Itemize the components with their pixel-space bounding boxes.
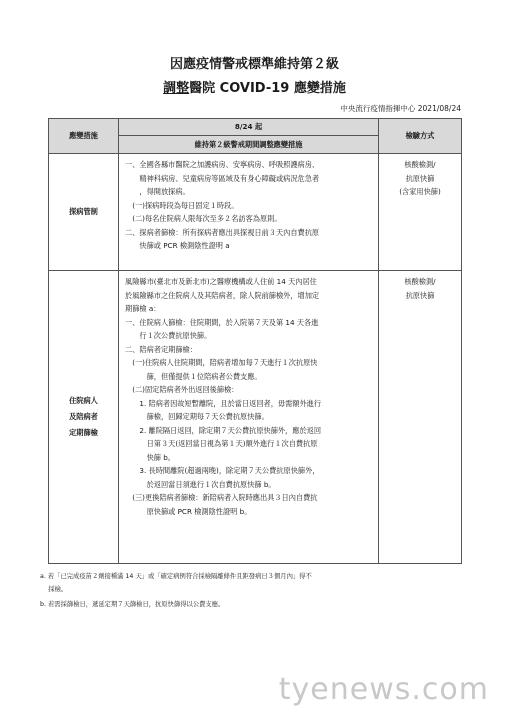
content-line: 3. 長時間離院(超過兩晚)，除定期７天公費抗原快篩外， xyxy=(125,466,320,475)
footnote-a-cont: 採檢。 xyxy=(40,586,68,593)
content-line: 於風險縣市之住院病人及其陪病者，除人院前篩檢外，增加定 xyxy=(125,290,320,300)
header-measure: 應變措施 xyxy=(49,119,119,154)
footnote-b: b. 若需採篩檢日，遞延定期７天篩檢日，抗原快篩得以公費支應。 xyxy=(40,601,225,608)
measure-line: 及陪病者 xyxy=(69,412,98,421)
content-cell xyxy=(119,271,379,564)
test-line: 抗原快篩 xyxy=(405,173,435,183)
content-line: 篩檢，回歸定期每７天公費抗原快篩。 xyxy=(125,412,269,421)
footnote-a: a. 若「已完成疫苗２劑接種滿 14 天」或「確定病例符合採檢隔離條件且距發病日３個月內」得不 xyxy=(40,573,312,580)
content-line: ，得開放探病。 xyxy=(125,187,190,196)
content-line: 行１次公費抗原快篩。 xyxy=(125,331,212,340)
content-line: (二)固定陪病者外出返回後篩檢： xyxy=(125,385,239,394)
test-line: (含家用快篩) xyxy=(399,187,441,196)
header-sub: 維持第２級警戒期間調整應變措施 xyxy=(119,136,379,154)
content-line: 二、探病者篩檢：所有探病者應出具探視日前３天內自費抗原 xyxy=(125,227,320,237)
content-line: 篩，但僅提供１位陪病者公費支應。 xyxy=(125,371,262,381)
content-line: 二、陪病者定期篩檢： xyxy=(125,344,197,354)
test-cell xyxy=(379,271,462,564)
content-line: 1. 陪病者因故短暫離院，且於當日返回者，毋需額外進行 xyxy=(125,398,322,408)
content-line: 期篩檢 a： xyxy=(125,304,161,313)
content-line: 一、全國各縣市醫院之加護病房、安寧病房、呼吸照護病房、 xyxy=(125,160,320,169)
content-line: 2. 離院隔日返回，除定期７天公費抗原快篩外，應於返回 xyxy=(125,425,322,435)
content-line: 日第３天(返回當日視為第１天)額外進行１次自費抗原 xyxy=(125,439,318,448)
watermark: tyenews.com xyxy=(278,672,489,707)
issuer-date: 中央流行疫情指揮中心 2021/08/24 xyxy=(340,104,461,113)
content-line: 一、住院病人篩檢：住院期間，於入院第７天及第 14 天各進 xyxy=(125,317,319,327)
test-line: 核酸檢測/ xyxy=(404,277,436,286)
table-row xyxy=(49,271,462,564)
content-cell xyxy=(119,154,379,271)
test-line: 抗原快篩 xyxy=(405,290,435,300)
content-line: 風險縣市(臺北市及新北市)之醫療機構或人住前 14 天內居住 xyxy=(125,277,317,286)
test-line: 核酸檢測/ xyxy=(404,160,436,169)
content-line: (二)每名住院病人限每次至多２名訪客為原則。 xyxy=(125,214,282,223)
measure-line: 定期篩檢 xyxy=(69,428,98,437)
header-test: 檢驗方式 xyxy=(379,119,462,154)
content-line: 快篩或 PCR 檢測陰性證明 a xyxy=(125,241,230,250)
measure-line: 住院病人 xyxy=(69,396,98,405)
content-line: (一)住院病人住院期間，陪病者增加每７天進行１次抗原快 xyxy=(125,358,318,367)
subtitle-underlined: 調整 xyxy=(163,81,190,96)
content-line: 原快篩或 PCR 檢測陰性證明 b。 xyxy=(125,506,252,516)
content-line: 快篩 b。 xyxy=(125,452,175,462)
content-line: (一)探病時段為每日固定１時段。 xyxy=(125,200,239,210)
table-row xyxy=(49,154,462,271)
header-date: 8/24 起 xyxy=(119,119,379,136)
measure-cell xyxy=(49,271,119,564)
content-line: (三)更換陪病者篩檢：新陪病者入院時應出具３日內自費抗 xyxy=(125,493,318,502)
content-line: 精神科病房、兒童病房等區域及有身心障礙或病況危急者 xyxy=(125,173,320,183)
measure-cell: 探病管制 xyxy=(49,154,119,271)
content-line: 於返回當日須進行１次自費抗原快篩 b。 xyxy=(125,479,276,489)
test-cell xyxy=(379,154,462,271)
document-subtitle xyxy=(0,77,509,96)
measures-table xyxy=(48,118,462,564)
subtitle-rest: 醫院 COVID-19 應變措施 xyxy=(189,81,346,96)
document-title: 因應疫情警戒標準維持第２級 xyxy=(169,57,339,72)
